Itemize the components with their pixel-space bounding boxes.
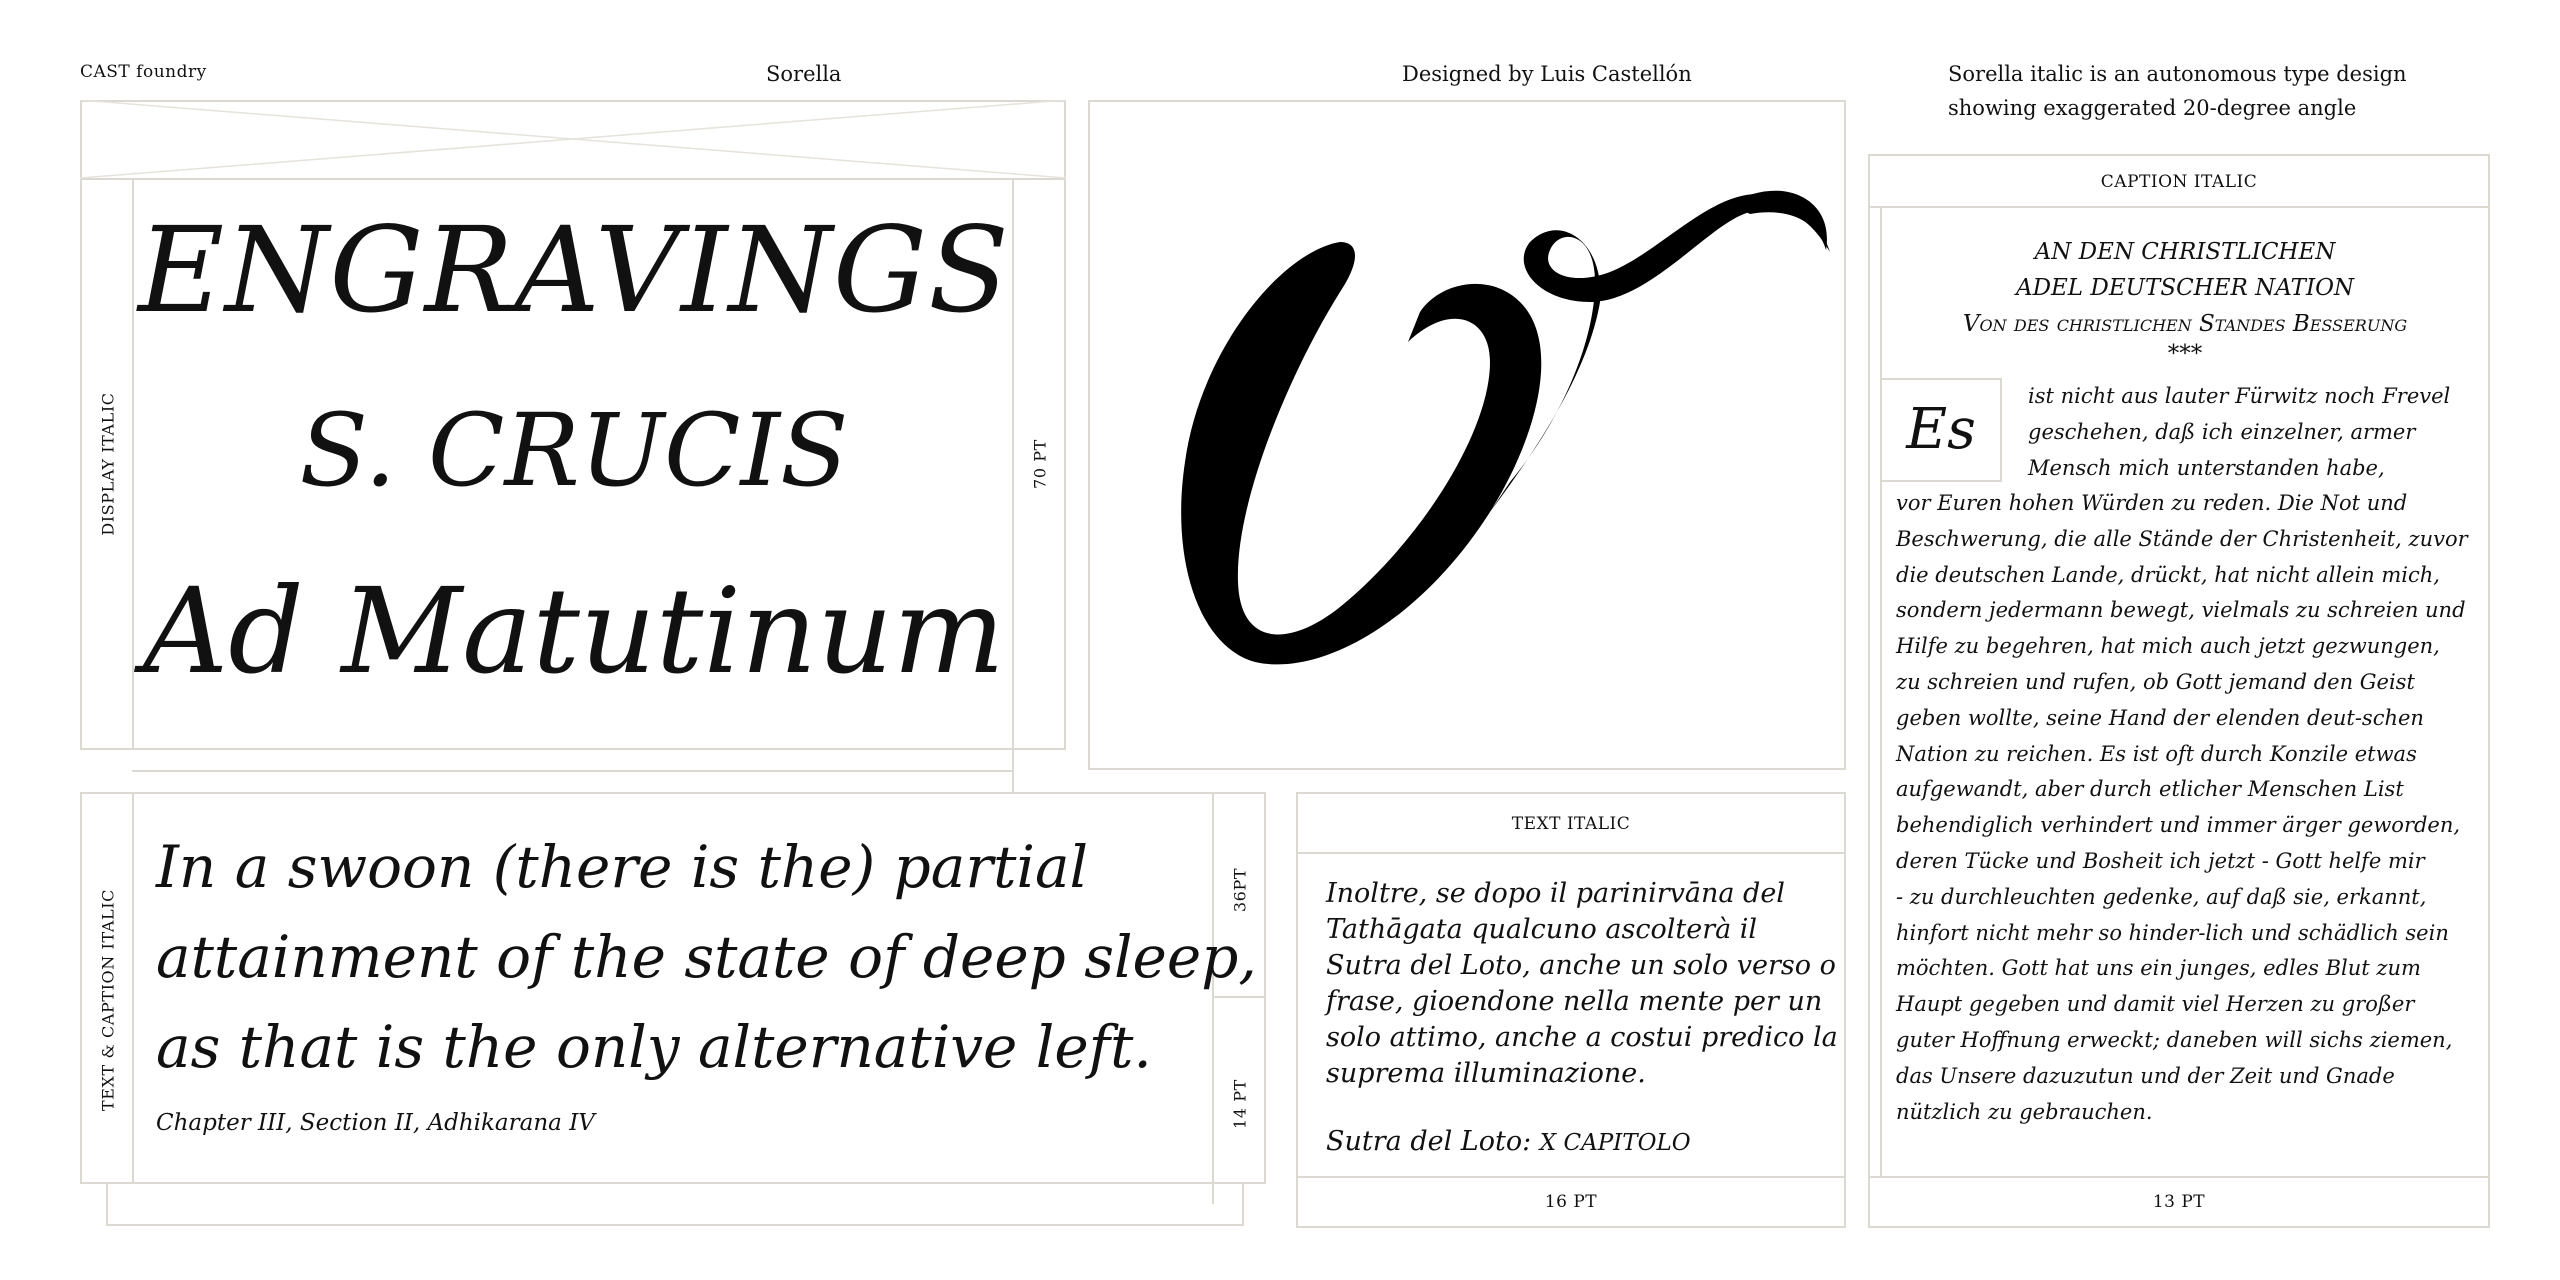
text-italic-line: suprema illuminazione. [1326, 1058, 1646, 1089]
caption-line: guter Hoffnung erweckt; daneben will sichs ziemen, [1896, 1027, 2453, 1052]
caption-body-lines [1896, 486, 2468, 1130]
text-italic-title-rule [1296, 852, 1846, 854]
text-size-label-14: 14 PT [1230, 1079, 1250, 1129]
display-panel-right-rule [1012, 178, 1014, 794]
caption-line: nützlich zu gebrauchen. [1896, 1099, 2153, 1124]
caption-line: Mensch mich unterstanden habe, [2028, 456, 2385, 480]
text-italic-title: TEXT ITALIC [1511, 814, 1631, 834]
caption-line: sondern jedermann bewegt, vielmals zu schreien und [1896, 598, 2466, 623]
description-line-2: showing exaggerated 20-degree angle [1948, 96, 2357, 120]
display-line-matutinum: Ad Matutinum [143, 562, 1005, 700]
caption-heading-3: Von des christlichen Standes Besserung [1962, 311, 2408, 337]
caption-line: Haupt gegeben und damit viel Herzen zu großer [1896, 992, 2415, 1017]
text-italic-source [1326, 1126, 1691, 1157]
caption-line: - zu durchleuchten gedenke, auf daß sie, erkannt, [1896, 884, 2427, 909]
text-caption-base-right [1242, 1184, 1244, 1226]
foundry-name: CAST foundry [80, 62, 207, 82]
text-line-2: attainment of the state of deep sleep, [156, 923, 1257, 991]
display-panel-bottom-rule [132, 770, 1014, 772]
text-italic-size-label: 16 PT [1544, 1192, 1598, 1212]
caption-heading-1: AN DEN CHRISTLICHEN [2034, 239, 2336, 265]
text-italic-source-title: Sutra del Loto: [1326, 1126, 1532, 1157]
display-panel-cross-lines [80, 100, 1066, 180]
caption-line: das Unsere dazuzutun und der Zeit und Gnade [1896, 1063, 2395, 1088]
caption-ornament: *** [2167, 341, 2203, 367]
glyph-panel [1088, 100, 1846, 770]
caption-line: behendiglich verhindert und immer ärger geworden, [1896, 813, 2461, 838]
caption-line: möchten. Gott hat uns ein junges, edles Blut zum [1896, 956, 2421, 981]
text-line-3: as that is the only alternative left. [156, 1013, 1152, 1081]
display-size-label: 70 PT [1030, 439, 1050, 489]
text-line-1: In a swoon (there is the) partial [156, 833, 1089, 901]
caption-line: hinfort nicht mehr so hinder-lich und schädlich sein [1896, 920, 2449, 945]
caption-line: zu schreien und rufen, ob Gott jemand den Geist [1896, 669, 2415, 694]
designer-credit: Designed by Luis Castellón [1402, 62, 1692, 86]
text-italic-line: frase, gioendone nella mente per un [1326, 986, 1823, 1017]
text-caption-label: TEXT & CAPTION ITALIC [98, 888, 118, 1112]
caption-italic-footer-rule [1868, 1176, 2490, 1178]
text-italic-line: Inoltre, se dopo il parinirvāna del [1326, 878, 1785, 909]
text-size-label-36: 36PT [1230, 867, 1250, 913]
caption-line: deren Tücke und Bosheit ich jetzt - Gott helfe mir [1896, 848, 2425, 873]
description-line-1: Sorella italic is an autonomous type design [1948, 62, 2407, 86]
caption-italic-title: CAPTION ITALIC [2100, 172, 2258, 192]
text-caption-source: Chapter III, Section II, Adhikarana IV [156, 1110, 595, 1136]
text-italic-line: Sutra del Loto, anche un solo verso o [1326, 950, 1836, 981]
text-italic-footer-rule [1296, 1176, 1846, 1178]
font-name: Sorella [766, 62, 842, 86]
caption-heading-block [1880, 234, 2490, 366]
ampersand-glyph-icon [1090, 102, 1844, 768]
text-italic-line: Tathāgata qualcuno ascolterà il [1326, 914, 1758, 945]
caption-line: geschehen, daß ich einzelner, armer [2028, 420, 2416, 444]
text-caption-left-rule [132, 792, 134, 1184]
caption-line: Beschwerung, die alle Stände der Christenheit, zuvor [1896, 526, 2468, 551]
text-caption-base-rule [106, 1224, 1244, 1226]
caption-line: Nation zu reichen. Es ist oft durch Konzile etwas [1896, 741, 2417, 766]
display-panel-left-rule [132, 178, 134, 750]
caption-line: Hilfe zu begehren, hat mich auch jetzt gezwungen, [1896, 634, 2440, 659]
caption-italic-size-label: 13 PT [2152, 1192, 2206, 1212]
dropcap: Es [1906, 397, 1976, 462]
text-italic-line: solo attimo, anche a costui predico la [1326, 1022, 1838, 1053]
caption-line: die deutschen Lande, drückt, hat nicht allein mich, [1896, 562, 2440, 587]
caption-indented-lines [2028, 378, 2450, 486]
display-line-engravings: ENGRAVINGS [137, 201, 1010, 339]
text-caption-base-left [106, 1184, 108, 1226]
display-italic-label: DISPLAY ITALIC [98, 392, 118, 536]
display-line-crucis: S. CRUCIS [299, 392, 849, 509]
caption-line: aufgewandt, aber durch etlicher Menschen List [1896, 777, 2404, 802]
text-italic-body [1326, 876, 1838, 1092]
caption-heading-2: ADEL DEUTSCHER NATION [2015, 275, 2355, 301]
caption-line: vor Euren hohen Würden zu reden. Die Not und [1896, 491, 2408, 515]
text-italic-source-chapter: X CAPITOLO [1539, 1130, 1691, 1156]
caption-line: geben wollte, seine Hand der elenden deut-schen [1896, 705, 2424, 730]
caption-italic-title-rule [1868, 206, 2490, 208]
caption-line: ist nicht aus lauter Fürwitz noch Frevel [2028, 384, 2451, 408]
